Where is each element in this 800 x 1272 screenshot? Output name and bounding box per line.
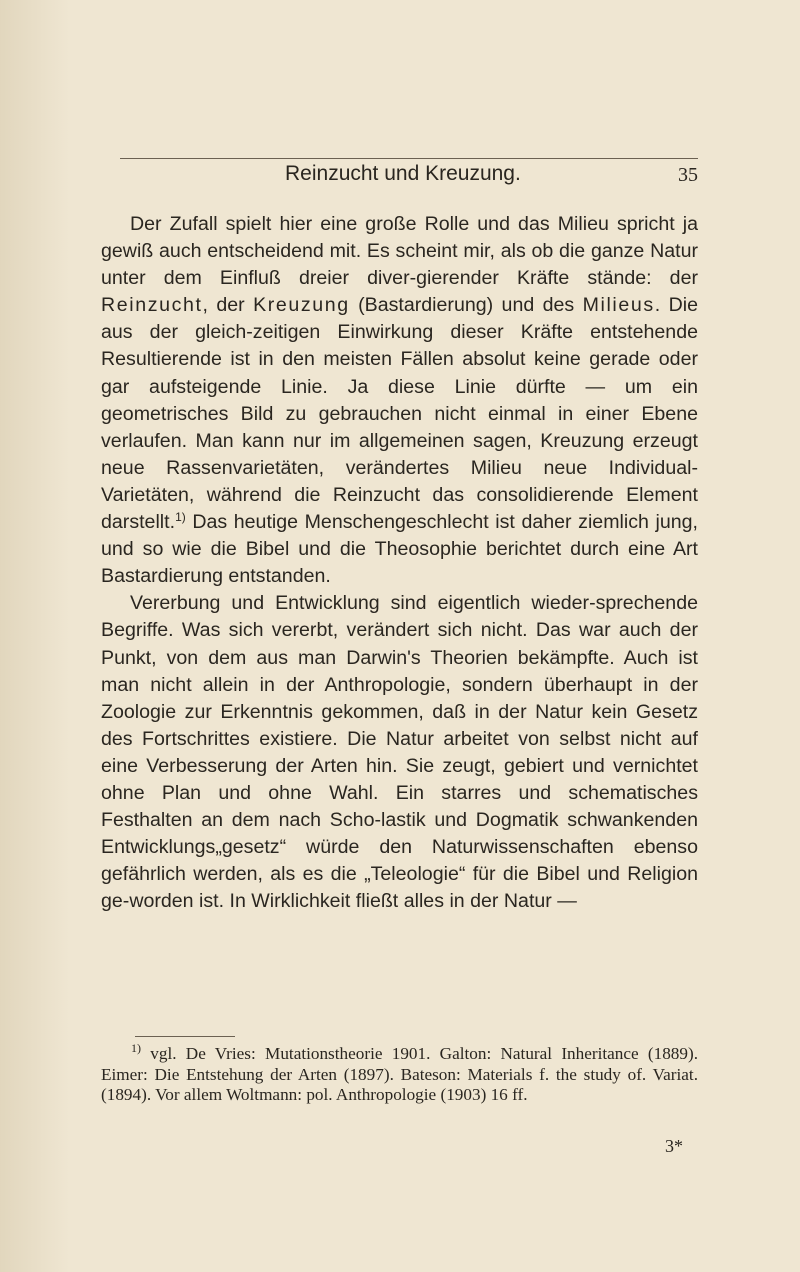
footnote: [101, 1041, 698, 1106]
term-kreuzung: Kreuzung: [253, 294, 350, 317]
body-text: [101, 211, 698, 915]
footnote-rule: [135, 1036, 235, 1037]
paragraph-1-part-b: , der: [202, 294, 254, 317]
paragraph-2: Vererbung und Entwicklung sind eigentlich wieder-sprechende Begriffe. Was sich vererbt, verändert sich nicht. Das war auch der Punkt, von dem aus man Darwin's Theorien bekämpfte. Auch ist man nicht allein in der Anthropologie, sondern überhaupt in der Zoologie zur Erkenntnis gekommen, daß in der Natur kein Gesetz des Fortschrittes existiere. Die Natur arbeitet von selbst nicht auf eine Verbesserung der Arten hin. Sie zeugt, gebiert und vernichtet ohne Plan und ohne Wahl. Ein starres und schematisches Festhalten an dem nach Scho-lastik und Dogmatik schwankenden Entwicklungs„gesetz“ würde den Naturwissenschaften ebenso gefährlich werden, als es die „Teleologie“ für die Bibel und Religion ge-worden ist. In Wirklichkeit fließt alles in der Natur —: [101, 592, 698, 913]
running-title: Reinzucht und Kreuzung.: [285, 162, 521, 185]
paragraph-1-part-a: Der Zufall spielt hier eine große Rolle und das Milieu spricht ja gewiß auch entscheidend mit. Es scheint mir, als ob die ganze Natur unter dem Einfluß dreier diver-gierender Kräfte stände: der: [101, 213, 698, 290]
term-milieus: Milieus: [582, 294, 655, 317]
running-header: [120, 158, 698, 198]
term-reinzucht: Reinzucht: [101, 294, 203, 317]
page-number: 35: [678, 164, 698, 186]
signature-mark: 3*: [665, 1136, 683, 1156]
footnote-text: vgl. De Vries: Mutationstheorie 1901. Galton: Natural Inheritance (1889). Eimer: Die Entstehung der Arten (1897). Bateson: Materials f. the study of. Variat. (1894). Vor allem Woltmann: pol. Anthropologie (1903) 16 ff.: [101, 1044, 698, 1105]
footnote-reference: 1): [175, 510, 186, 525]
footnote-marker: 1): [131, 1041, 141, 1055]
paragraph-1: [101, 211, 698, 590]
paragraph-1-part-e: Das heutige Menschengeschlecht ist daher ziemlich jung, und so wie die Bibel und die Theosophie berichtet durch eine Art Bastardierung entstanden.: [101, 511, 698, 588]
page-edge-shadow: [0, 0, 70, 1272]
paragraph-1-part-c: (Bastardierung) und des: [349, 294, 583, 317]
header-rule: [120, 158, 698, 159]
paragraph-1-part-d: . Die aus der gleich-zeitigen Einwirkung dieser Kräfte entstehende Resultierende ist in den meisten Fällen absolut keine gerade oder gar aufsteigende Linie. Ja diese Linie dürfte — um ein geometrisches Bild zu gebrauchen nicht einmal in einer Ebene verlaufen. Man kann nur im allgemeinen sagen, Kreuzung erzeugt neue Rassenvarietäten, verändertes Milieu neue Individual-Varietäten, während die Reinzucht das consolidierende Element darstellt.: [101, 294, 699, 534]
